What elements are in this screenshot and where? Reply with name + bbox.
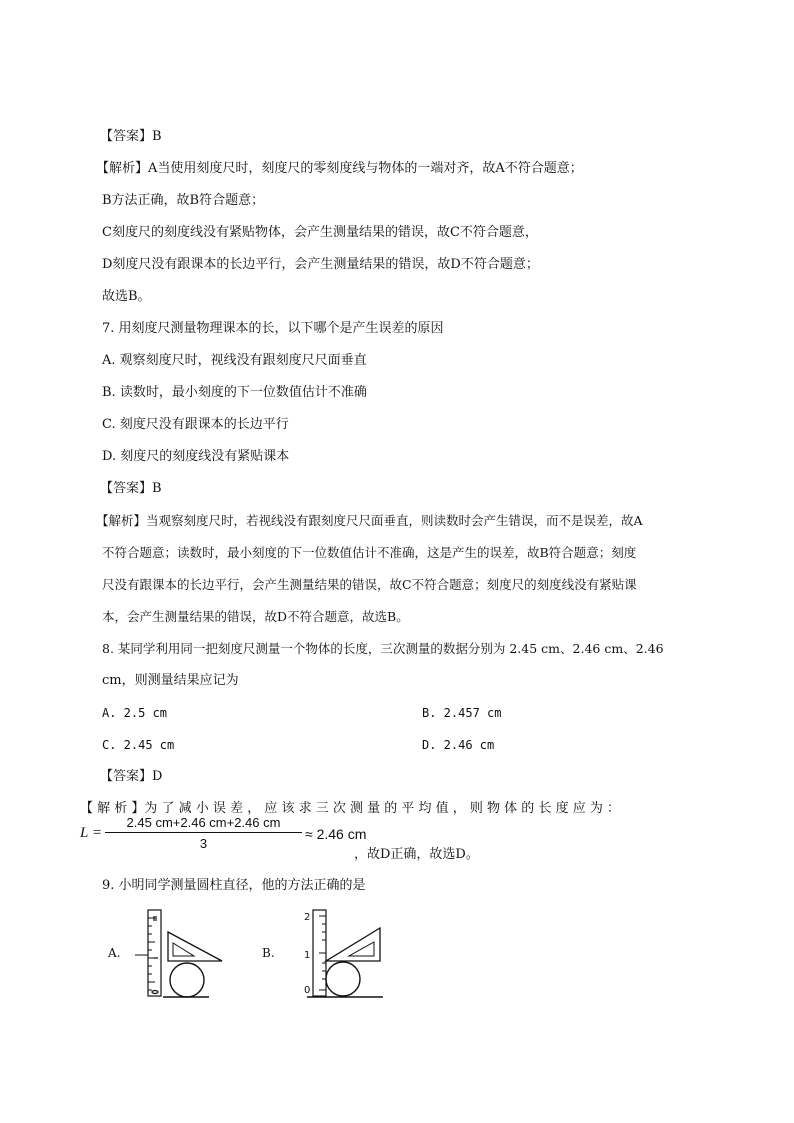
q7-option-c: C. 刻度尺没有跟课本的长边平行 [102, 417, 289, 432]
cylinder-b [326, 962, 360, 996]
q7-explanation-2: 不符合题意；读数时，最小刻度的下一位数值估计不准确，这是产生的误差，故B符合题意；刻度 [102, 545, 637, 560]
q8-option-b: B. 2.457 cm [422, 706, 502, 720]
ruler-b-tick-label-2: 2 [304, 912, 311, 923]
equation-lhs: L = [80, 825, 102, 841]
answer-1: 【答案】B [100, 129, 162, 144]
q7-explanation-4: 本，会产生测量结果的错误，故D不符合题意，故选B。 [102, 609, 409, 624]
question-8-line-2: cm，则测量结果应记为 [102, 673, 239, 688]
ruler-b-ticks [319, 916, 326, 990]
explanation-line-b: B方法正确，故B符合题意； [102, 193, 265, 208]
conclusion-line: 故选B。 [102, 289, 151, 304]
q7-explanation-1: 【解析】当观察刻度尺时，若视线没有跟刻度尺尺面垂直，则读数时会产生错误，而不是误差，故A [96, 513, 643, 528]
cylinder-a [170, 963, 204, 997]
ruler-a-ticks [148, 918, 155, 990]
equation-denominator: 3 [199, 836, 208, 851]
q8-explanation-2: ，故D正确，故选D。 [354, 847, 479, 862]
ruler-b-tick-label-0: 0 [304, 985, 311, 996]
figure-b-label: B. [262, 946, 275, 960]
q8-option-a: A. 2.5 cm [102, 706, 168, 720]
equation-numerator: 2.45 cm+2.46 cm+2.46 cm [126, 815, 281, 830]
figure-a-label: A. [108, 946, 121, 960]
set-square-a [168, 932, 222, 961]
explanation-line-c: C刻度尺的刻度线没有紧贴物体，会产生测量结果的错误，故C不符合题意， [102, 225, 538, 240]
q8-option-c: C. 2.45 cm [102, 738, 175, 752]
equation-rhs: ≈ 2.46 cm [305, 826, 367, 842]
q7-answer: 【答案】B [100, 481, 162, 496]
equation-fraction [105, 815, 302, 851]
q8-option-d: D. 2.46 cm [422, 738, 495, 752]
ruler-b-tick-label-1: 1 [304, 950, 311, 961]
q7-option-a: A. 观察刻度尺时，视线没有跟刻度尺尺面垂直 [102, 353, 367, 368]
question-7: 7. 用刻度尺测量物理课本的长，以下哪个是产生误差的原因 [102, 321, 444, 336]
question-9: 9. 小明同学测量圆柱直径，他的方法正确的是 [102, 878, 366, 893]
q7-option-d: D. 刻度尺的刻度线没有紧贴课本 [102, 449, 290, 464]
q7-option-b: B. 读数时，最小刻度的下一位数值估计不准确 [102, 385, 367, 400]
explanation-line-d: D刻度尺没有跟课本的长边平行，会产生测量结果的错误，故D不符合题意； [102, 257, 539, 272]
ruler-a [148, 910, 161, 996]
figure-b [285, 908, 395, 1000]
explanation-1: 【解析】A当使用刻度尺时，刻度尺的零刻度线与物体的一端对齐，故A不符合题意； [96, 161, 583, 176]
q8-explanation-1: 【 解 析 】为 了 减 小 误 差 ， 应 该 求 三 次 测 量 的 平 均 值 ， 则 物 体 的 长 度 应 为 ： [80, 801, 620, 816]
q8-answer: 【答案】D [100, 769, 163, 784]
figure-a [135, 908, 235, 1000]
question-8-line-1: 8. 某同学利用同一把刻度尺测量一个物体的长度，三次测量的数据分别为 2.45 cm、2.46 cm、2.46 [102, 641, 664, 656]
q7-explanation-3: 尺没有跟课本的长边平行，会产生测量结果的错误，故C不符合题意；刻度尺的刻度线没有紧贴课 [102, 577, 637, 592]
